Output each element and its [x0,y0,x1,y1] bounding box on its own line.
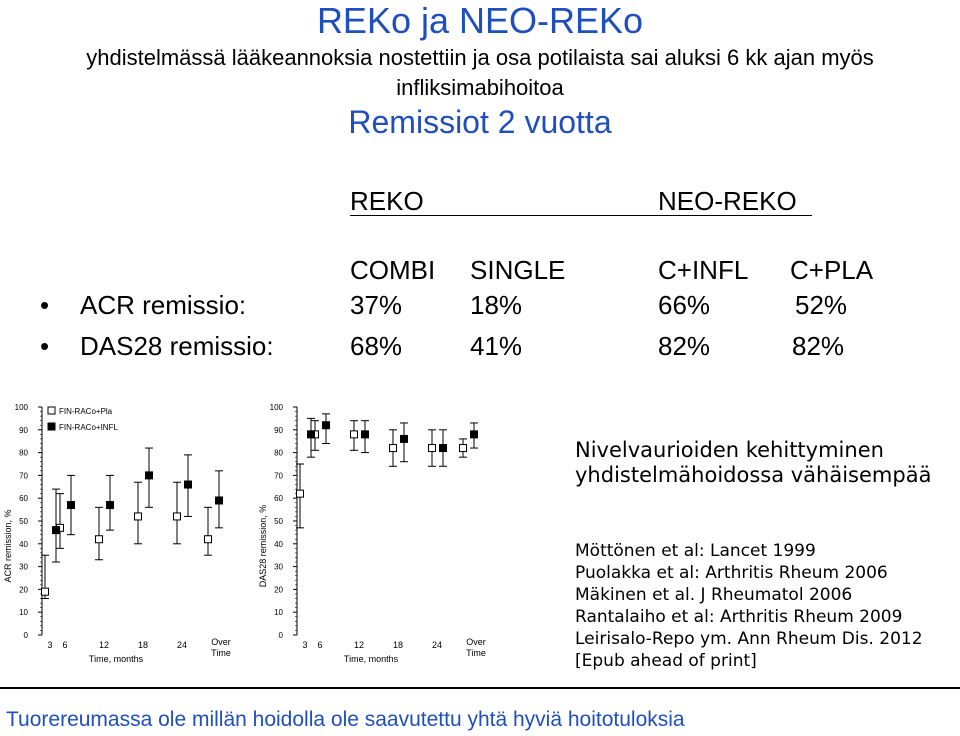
y-tick-label: 50 [19,517,28,526]
col-single: SINGLE [470,255,566,285]
data-point [174,513,181,520]
data-point [135,513,142,520]
legend-marker [48,407,55,414]
y-tick-label: 0 [23,631,28,640]
references [575,540,923,672]
data-point [216,497,223,504]
col-c-pla: C+PLA [790,255,874,285]
x-tick-label: 3 [47,640,53,650]
data-point [390,445,397,452]
x-tick-label: Over [466,637,486,647]
legend-label: FIN-RACo+Pla [59,407,113,416]
page-title: REKo ja NEO-REKo [316,0,644,41]
footer-text: Tuorereumassa ole millän hoidolla ole saavutettu yhtä hyviä hoitotuloksia [6,708,685,731]
data-point [42,588,49,595]
acr-c-pla: 52% [795,290,848,320]
bullet-icon: • [40,290,50,320]
reference-item: Leirisalo-Repo ym. Ann Rheum Dis. 2012 [575,629,923,649]
acr-c-infl: 66% [658,290,711,320]
x-tick-label: 3 [302,640,308,650]
data-point [429,445,436,452]
data-point [471,431,478,438]
footer-divider [0,687,960,689]
y-tick-label: 30 [274,562,283,572]
das28-combi: 68% [350,331,403,361]
data-point [146,472,153,479]
y-tick-label: 30 [19,562,28,572]
reference-item: Rantalaiho et al: Arthritis Rheum 2009 [575,607,903,627]
y-tick-label: 60 [19,494,28,504]
data-point [308,431,315,438]
subtitle-line-2: infliksimabihoitoa [396,75,564,100]
x-tick-label: Over [211,637,231,647]
y-tick-label: 90 [274,425,283,435]
data-point [185,481,192,488]
x-axis-label: Time, months [88,654,144,664]
y-tick-label: 20 [274,585,283,595]
group-neo-reko: NEO-REKO [658,186,797,216]
acr-remission-chart [0,395,250,680]
acr-single: 18% [470,290,523,320]
legend-marker [48,423,55,430]
y-tick-label: 60 [274,494,283,504]
y-tick-label: 100 [269,403,283,412]
reference-item: [Epub ahead of print] [575,651,757,671]
x-tick-label: 6 [62,640,68,650]
reference-item: Möttönen et al: Lancet 1999 [575,541,816,561]
y-tick-label: 0 [278,631,283,640]
x-tick-label: 6 [317,640,323,650]
y-tick-label: 10 [19,608,28,618]
note-line-1: Nivelvaurioiden kehittyminen [575,438,884,462]
bullet-icon: • [40,331,50,361]
data-point [401,435,408,442]
col-combi: COMBI [350,255,436,285]
y-tick-label: 100 [14,403,28,412]
das28-remission-chart [255,395,505,680]
subtitle-line-1: yhdistelmässä lääkeannoksia nostettiin ja osa potilaista sai aluksi 6 kk ajan myös [86,45,874,70]
y-tick-label: 50 [274,517,283,526]
x-tick-label: 24 [431,640,443,650]
reference-item: Mäkinen et al. J Rheumatol 2006 [575,585,853,605]
y-tick-label: 20 [19,585,28,595]
das28-single: 41% [470,331,523,361]
data-point [205,536,212,543]
x-tick-label: Time [211,648,231,658]
data-point [323,422,330,429]
row-label-acr: ACR remissio: [80,290,247,320]
y-tick-label: 70 [19,471,28,481]
data-point [362,431,369,438]
reference-item: Puolakka et al: Arthritis Rheum 2006 [575,563,888,583]
y-tick-label: 80 [19,448,28,458]
x-tick-label: 24 [176,640,188,650]
group-reko: REKO [350,186,424,216]
y-axis-label: ACR remission, % [3,509,13,583]
x-tick-label: Time [466,648,486,658]
data-point [460,445,467,452]
y-tick-label: 90 [19,425,28,435]
x-tick-label: 18 [137,640,149,650]
data-point [96,536,103,543]
x-tick-label: 12 [353,640,365,650]
data-point [107,502,114,509]
data-point [297,490,304,497]
row-label-das28: DAS28 remissio: [80,331,274,361]
y-tick-label: 80 [274,448,283,458]
section-subtitle: Remissiot 2 vuotta [348,104,612,140]
data-point [68,502,75,509]
y-tick-label: 40 [19,539,28,549]
das28-c-infl: 82% [658,331,711,361]
x-axis-label: Time, months [343,654,399,664]
acr-combi: 37% [350,290,403,320]
legend-label: FIN-RACo+INFL [59,423,118,432]
x-tick-label: 18 [392,640,404,650]
y-tick-label: 10 [274,608,283,618]
das28-c-pla: 82% [792,331,845,361]
data-point [53,527,60,534]
note-line-2: yhdistelmähoidossa vähäisempää [575,463,932,487]
data-point [440,445,447,452]
y-tick-label: 70 [274,471,283,481]
col-c-infl: C+INFL [658,255,749,285]
group-divider [350,215,812,216]
y-tick-label: 40 [274,539,283,549]
data-point [351,431,358,438]
x-tick-label: 12 [98,640,110,650]
y-axis-label: DAS28 remission, % [258,504,268,588]
